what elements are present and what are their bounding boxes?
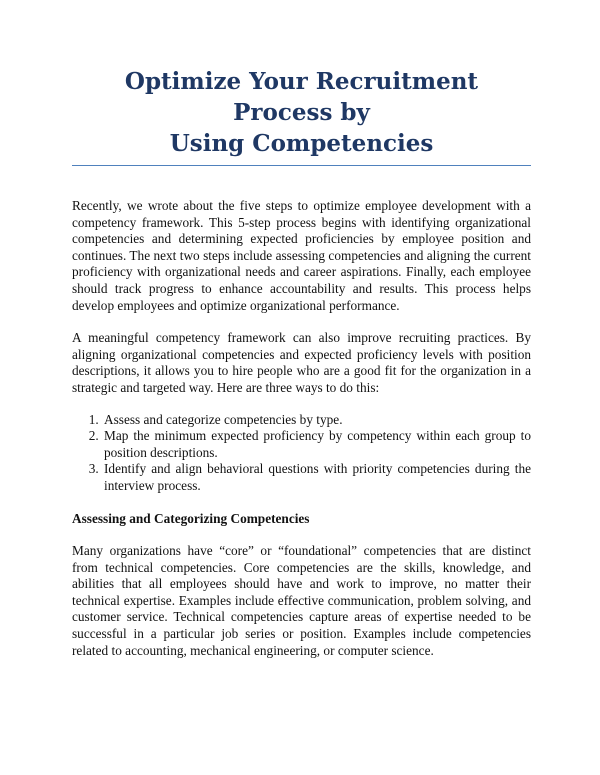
core-competencies-paragraph: Many organizations have “core” or “foundational” competencies that are distinct from technical competencies. Core competencies are the skills, knowledge, and abilities that all employees should have and work to improve, no matter their technical expertise. Examples include effective communication, problem solving, and customer service. Technical competencies capture areas of expertise needed to be successful in a particular job series or position. Examples include competencies related to accounting, mechanical engineering, or computer science. [72,543,531,658]
intro-paragraph: Recently, we wrote about the five steps to optimize employee development with a competency framework. This 5-step process begins with identifying organizational competencies and determining expected proficiencies by employee position and continues. The next two steps include assessing competencies and aligning the current proficiency with organizational needs and career aspirations. Finally, each employee should track progress to enhance accountability and results. This process helps develop employees and optimize organizational performance. [72,198,531,313]
recruiting-paragraph: A meaningful competency framework can also improve recruiting practices. By aligning organizational competencies and expected proficiency levels with position descriptions, it allows you to hire people who are a good fit for the organization in a strategic and targeted way. Here are three ways to do this: [72,330,531,395]
list-item: 2. Map the minimum expected proficiency by competency within each group to position descriptions. [102,428,531,461]
steps-list [72,412,531,495]
title-line-1: Optimize Your Recruitment Process by [124,68,479,126]
list-item: 3. Identify and align behavioral questions with priority competencies during the interview process. [102,461,531,494]
list-item: 1. Assess and categorize competencies by type. [102,412,531,429]
page-title [72,66,531,166]
section-heading: Assessing and Categorizing Competencies [72,510,310,526]
title-line-2: Using Competencies [169,130,434,157]
document-page [72,66,531,659]
